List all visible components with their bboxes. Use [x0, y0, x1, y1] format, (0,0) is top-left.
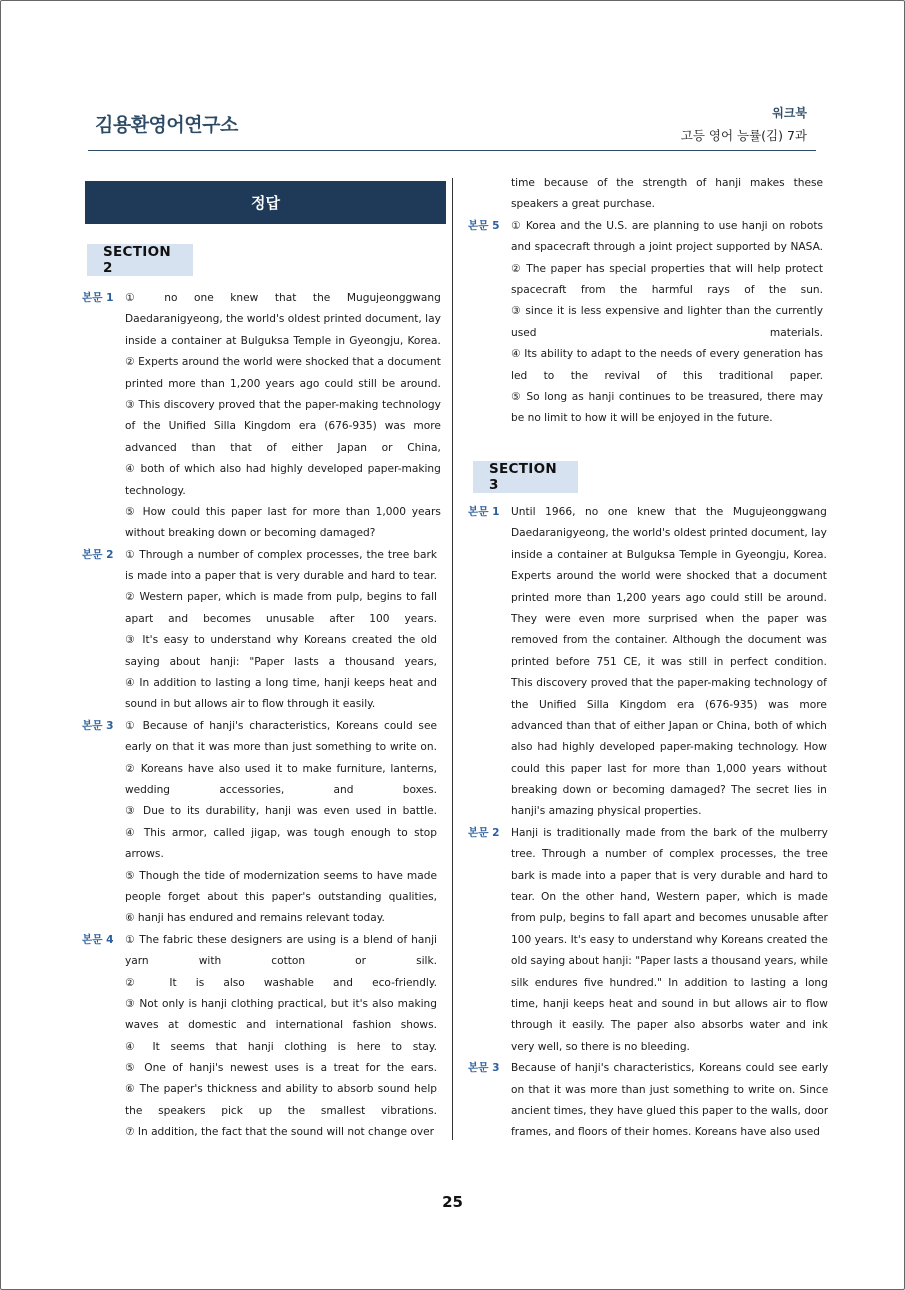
answer-banner: 정답	[85, 181, 446, 224]
text-line: ⑤ One of hanji's newest uses is a treat for the ears.	[125, 1062, 437, 1075]
text-line: also had highly developed paper-making technology. How	[511, 741, 827, 754]
text-line: technology.	[125, 484, 186, 497]
text-line: ⑤ So long as hanji continues to be treasured, there may	[511, 390, 823, 403]
section-2-label: SECTION 2	[87, 244, 193, 276]
text-line: Daedaranigyeong, the world's oldest printed document, lay	[125, 313, 441, 326]
text-line: the speakers pick up the smallest vibrations.	[125, 1104, 437, 1117]
text-line: printed before 751 CE, it was still in perfect condition.	[511, 655, 827, 668]
text-line: could this paper last for more than 1,000 years without	[511, 762, 827, 775]
text-line: advanced than that of either Japan or China,	[125, 441, 441, 454]
paragraph-text	[511, 216, 823, 430]
paragraph-text	[125, 930, 437, 1144]
paragraph-tag	[468, 173, 511, 216]
text-line: yarn with cotton or silk.	[125, 955, 437, 968]
header-right	[681, 104, 807, 146]
paragraph-tag: 본문 3	[82, 719, 114, 732]
text-line: ⑤ Though the tide of modernization seems to have made	[125, 869, 437, 882]
paragraph-tag: 본문 5	[468, 219, 500, 232]
paragraph-text	[511, 502, 827, 823]
text-line: inside a container at Bulguksa Temple in Gyeongju, Korea.	[511, 548, 827, 561]
paragraph	[468, 216, 823, 430]
text-line: speakers a great purchase.	[511, 198, 656, 211]
text-line: from pulp, begins to fall apart and becomes unusable after	[511, 912, 828, 925]
text-line: ② It is also washable and eco-friendly.	[125, 976, 437, 989]
paragraph	[468, 1058, 829, 1144]
text-line: ③ It's easy to understand why Koreans created the old	[125, 634, 437, 647]
text-line: frames, and floors of their homes. Koreans have also used	[511, 1126, 821, 1139]
text-line: ① Through a number of complex processes, the tree bark	[125, 548, 437, 561]
text-line: Experts around the world were shocked that a document	[511, 570, 827, 583]
text-line: sound in but allows air to flow through it easily.	[125, 698, 376, 711]
text-line: ① The fabric these designers are using is a blend of hanji	[125, 933, 437, 946]
text-line: through it easily. The paper also absorbs water and ink	[511, 1019, 828, 1032]
section-3-label: SECTION 3	[473, 461, 578, 493]
right-column-top	[468, 173, 823, 430]
text-line: silk endures five hundred." In addition to lasting a long	[511, 976, 828, 989]
text-line: printed more than 1,200 years ago could still be around.	[511, 591, 827, 604]
text-line: ⑤ How could this paper last for more than 1,000 years	[125, 505, 441, 518]
text-line: ④ In addition to lasting a long time, hanji keeps heat and	[125, 677, 437, 690]
text-line: advanced than that of either Japan or China, both of which	[511, 719, 827, 732]
paragraph-tag: 본문 2	[82, 548, 114, 561]
text-line: used materials.	[511, 326, 823, 339]
text-line: Daedaranigyeong, the world's oldest printed document, lay	[511, 527, 827, 540]
paragraph-text	[511, 1058, 828, 1144]
text-line: is made into a paper that is very durable and hard to tear.	[125, 570, 437, 583]
column-divider	[452, 178, 453, 1140]
text-line: ⑥ hanji has endured and remains relevant today.	[125, 912, 385, 925]
text-line: ⑦ In addition, the fact that the sound will not change over	[125, 1126, 435, 1139]
right-column-section3	[468, 502, 829, 1144]
paragraph-text	[125, 716, 437, 930]
paragraph-tag: 본문 4	[82, 933, 114, 946]
text-line: tree. Through a number of complex processes, the tree	[511, 848, 828, 861]
text-line: people forget about this paper's outstanding qualities,	[125, 890, 437, 903]
paragraph	[468, 823, 828, 1058]
text-line: of the Unified Silla Kingdom era (676-935) was more	[125, 420, 441, 433]
paragraph-text	[125, 288, 441, 545]
paragraph-tag: 본문 1	[468, 506, 500, 518]
paragraph	[468, 173, 823, 216]
text-line: Because of hanji's characteristics, Koreans could see early	[511, 1062, 829, 1075]
text-line: They were even more surprised when the paper was	[511, 612, 827, 625]
paragraph-tag: 본문 2	[468, 826, 500, 839]
text-line: removed from the container. Although the document was	[511, 634, 827, 647]
text-line: ② Western paper, which is made from pulp, begins to fall	[125, 591, 437, 604]
text-line: ② Experts around the world were shocked that a document	[125, 356, 441, 369]
text-line: This discovery proved that the paper-making technology of	[511, 677, 827, 690]
paragraph-tag: 본문 1	[82, 292, 114, 304]
text-line: ⑥ The paper's thickness and ability to absorb sound help	[125, 1083, 437, 1096]
page-number: 25	[442, 1193, 463, 1211]
text-line: ④ It seems that hanji clothing is here to stay.	[125, 1040, 437, 1053]
text-line: ③ Not only is hanji clothing practical, but it's also making	[125, 997, 437, 1010]
text-line: bark is made into a paper that is very durable and hard to	[511, 869, 828, 882]
text-line: 100 years. It's easy to understand why Koreans created the	[511, 933, 828, 946]
paragraph	[82, 930, 437, 1144]
course-label: 고등 영어 능률(김) 7과	[680, 128, 807, 143]
paragraph-text	[511, 173, 823, 216]
text-line: tear. On the other hand, Western paper, which is made	[511, 891, 828, 904]
text-line: and spacecraft through a joint project supported by NASA.	[511, 241, 823, 254]
text-line: ① no one knew that the Mugujeonggwang	[125, 292, 441, 304]
text-line: without breaking down or becoming damaged?	[125, 527, 376, 540]
text-line: time because of the strength of hanji makes these	[511, 177, 823, 189]
text-line: ③ since it is less expensive and lighter than the currently	[511, 305, 823, 318]
text-line: saying about hanji: "Paper lasts a thousand years,	[125, 655, 437, 668]
text-line: printed more than 1,200 years ago could still be around.	[125, 377, 441, 390]
text-line: time, hanji keeps heat and sound in but allows air to flow	[511, 997, 828, 1010]
paragraph	[82, 545, 437, 716]
text-line: very well, so there is no bleeding.	[511, 1040, 690, 1053]
text-line: ④ both of which also had highly developed paper-making	[125, 463, 441, 476]
text-line: breaking down or becoming damaged? The secret lies in	[511, 784, 827, 797]
text-line: Until 1966, no one knew that the Mugujeonggwang	[511, 506, 827, 518]
text-line: old saying about hanji: "Paper lasts a thousand years, while	[511, 955, 828, 968]
brand-title: 김용환영어연구소	[95, 114, 238, 136]
text-line: ④ This armor, called jigap, was tough enough to stop	[125, 826, 437, 839]
text-line: ② The paper has special properties that will help protect	[511, 262, 823, 275]
paragraph-text	[125, 545, 437, 716]
text-line: ancient times, they have glued this paper to the walls, door	[511, 1104, 829, 1117]
text-line: ④ Its ability to adapt to the needs of every generation has	[511, 348, 823, 361]
text-line: hanji's amazing physical properties.	[511, 805, 702, 818]
text-line: ① Korea and the U.S. are planning to use hanji on robots	[511, 219, 823, 232]
paragraph	[468, 502, 827, 823]
text-line: waves at domestic and international fashion shows.	[125, 1019, 437, 1032]
header-rule	[88, 150, 816, 151]
text-line: ① Because of hanji's characteristics, Koreans could see	[125, 719, 437, 732]
paragraph-tag: 본문 3	[468, 1062, 500, 1075]
text-line: the Unified Silla Kingdom era (676-935) was more	[511, 698, 827, 711]
text-line: wedding accessories, and boxes.	[125, 783, 437, 796]
text-line: ② Koreans have also used it to make furniture, lanterns,	[125, 762, 437, 775]
text-line: ③ Due to its durability, hanji was even used in battle.	[125, 805, 437, 818]
text-line: inside a container at Bulguksa Temple in Gyeongju, Korea.	[125, 334, 441, 347]
text-line: arrows.	[125, 848, 164, 861]
text-line: early on that it was more than just something to write on.	[125, 741, 437, 754]
text-line: Hanji is traditionally made from the bark of the mulberry	[511, 826, 828, 839]
text-line: spacecraft from the harmful rays of the sun.	[511, 283, 823, 296]
paragraph	[82, 716, 437, 930]
paragraph-text	[511, 823, 828, 1058]
workbook-label: 워크북	[772, 106, 807, 120]
paragraph	[82, 288, 441, 545]
left-column	[82, 288, 441, 1144]
text-line: on that it was more than just something to write on. Since	[511, 1083, 829, 1096]
text-line: be no limit to how it will be enjoyed in the future.	[511, 412, 773, 425]
text-line: ③ This discovery proved that the paper-making technology	[125, 398, 441, 411]
text-line: apart and becomes unusable after 100 years.	[125, 612, 437, 625]
text-line: led to the revival of this traditional paper.	[511, 369, 823, 382]
